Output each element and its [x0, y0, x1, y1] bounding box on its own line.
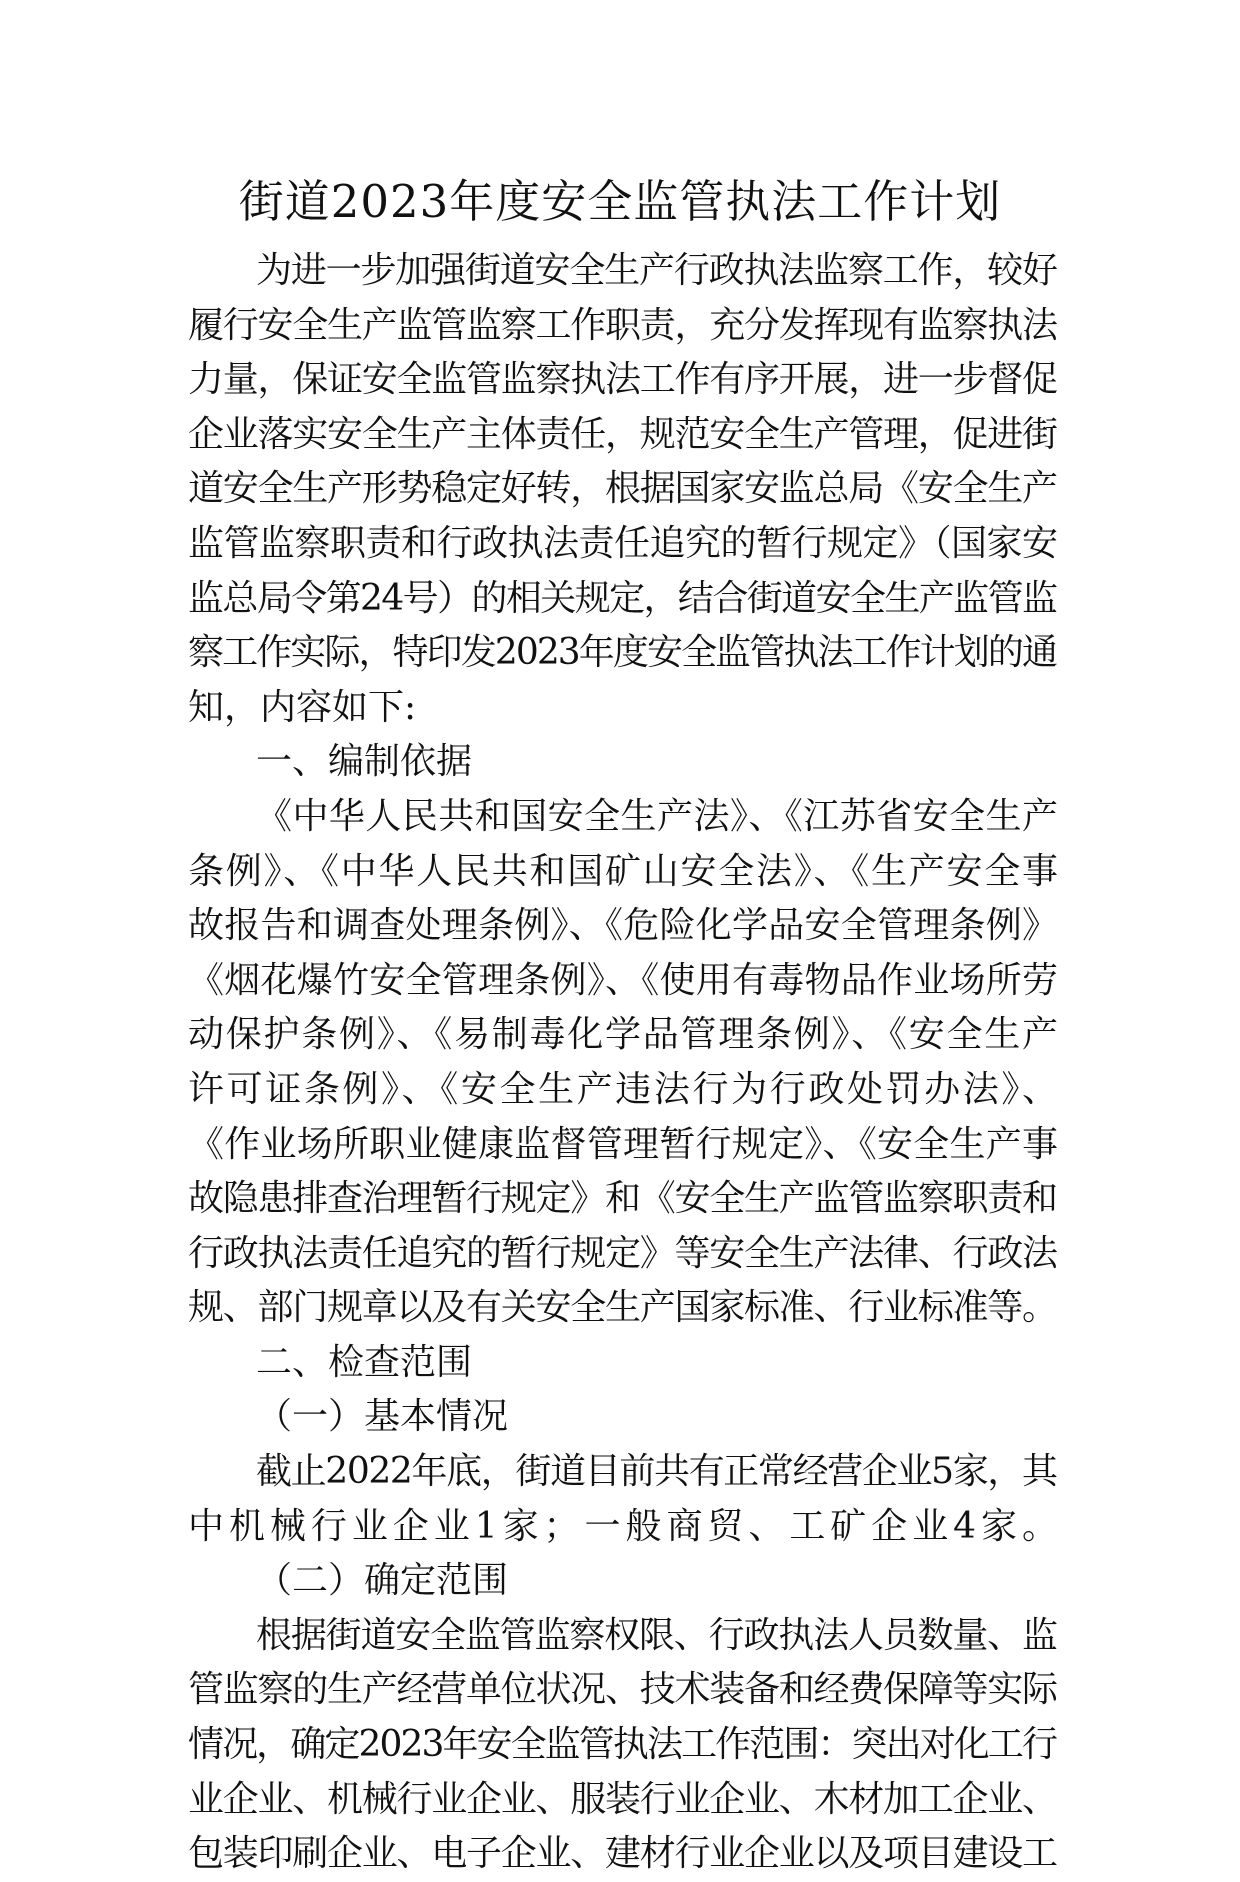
text-line: 《烟花爆竹安全管理条例》、《使用有毒物品作业场所劳 — [188, 959, 1059, 1001]
text-line: 《中华人民共和国安全生产法》、《江苏省安全生产 — [256, 795, 1059, 837]
text-line: 截止2022年底，街道目前共有正常经营企业5家，其 — [256, 1451, 1057, 1493]
text-line: 力量，保证安全监管监察执法工作有序开展，进一步督促 — [188, 359, 1057, 401]
text-line: 监总局令第24号）的相关规定，结合街道安全生产监管监 — [188, 577, 1057, 619]
text-line: 行政执法责任追究的暂行规定》等安全生产法律、行政法 — [188, 1232, 1057, 1274]
text-line: 为进一步加强街道安全生产行政执法监察工作，较好 — [256, 250, 1057, 291]
text-line: 管监察的生产经营单位状况、技术装备和经费保障等实际 — [188, 1669, 1057, 1711]
text-line: 知，内容如下: — [188, 686, 417, 728]
text-line: 许可证条例》、《安全生产违法行为行政处罚办法》、 — [188, 1068, 1061, 1110]
text-line: 故报告和调查处理条例》、《危险化学品安全管理条例》 — [188, 905, 1059, 947]
text-line: 条例》、《中华人民共和国矿山安全法》、《生产安全事 — [188, 850, 1060, 892]
text-line: 监管监察职责和行政执法责任追究的暂行规定》（国家安 — [188, 522, 1058, 564]
text-line: （一）基本情况 — [256, 1396, 509, 1438]
text-line: 根据街道安全监管监察权限、行政执法人员数量、监 — [256, 1614, 1057, 1656]
text-line: 包装印刷企业、电子企业、建材行业企业以及项目建设工 — [188, 1833, 1057, 1875]
text-line: 察工作实际，特印发2023年度安全监管执法工作计划的通 — [188, 632, 1057, 674]
text-line: 中机械行业企业1家；一般商贸、工矿企业4家。 — [188, 1505, 1063, 1547]
text-line: 故隐患排查治理暂行规定》和《安全生产监管监察职责和 — [188, 1178, 1057, 1220]
text-line: 《作业场所职业健康监督管理暂行规定》、《安全生产事 — [188, 1123, 1059, 1165]
text-line: 动保护条例》、《易制毒化学品管理条例》、《安全生产 — [188, 1014, 1060, 1056]
text-line: （二）确定范围 — [256, 1560, 509, 1602]
text-line: 一、编制依据 — [256, 741, 473, 783]
text-line: 业企业、机械行业企业、服装行业企业、木材加工企业、 — [188, 1778, 1057, 1820]
text-line: 道安全生产形势稳定好转，根据国家安监总局《安全生产 — [188, 468, 1057, 510]
text-line: 规、部门规章以及有关安全生产国家标准、行业标准等。 — [188, 1287, 1057, 1329]
text-line: 履行安全生产监管监察工作职责，充分发挥现有监察执法 — [188, 304, 1057, 346]
document-title: 街道2023年度安全监管执法工作计划 — [238, 175, 1002, 228]
document-body — [188, 244, 1063, 1882]
text-line: 二、检查范围 — [256, 1341, 473, 1383]
text-line: 企业落实安全生产主体责任，规范安全生产管理，促进街 — [188, 413, 1057, 455]
text-line: 情况，确定2023年安全监管执法工作范围：突出对化工行 — [188, 1724, 1057, 1766]
